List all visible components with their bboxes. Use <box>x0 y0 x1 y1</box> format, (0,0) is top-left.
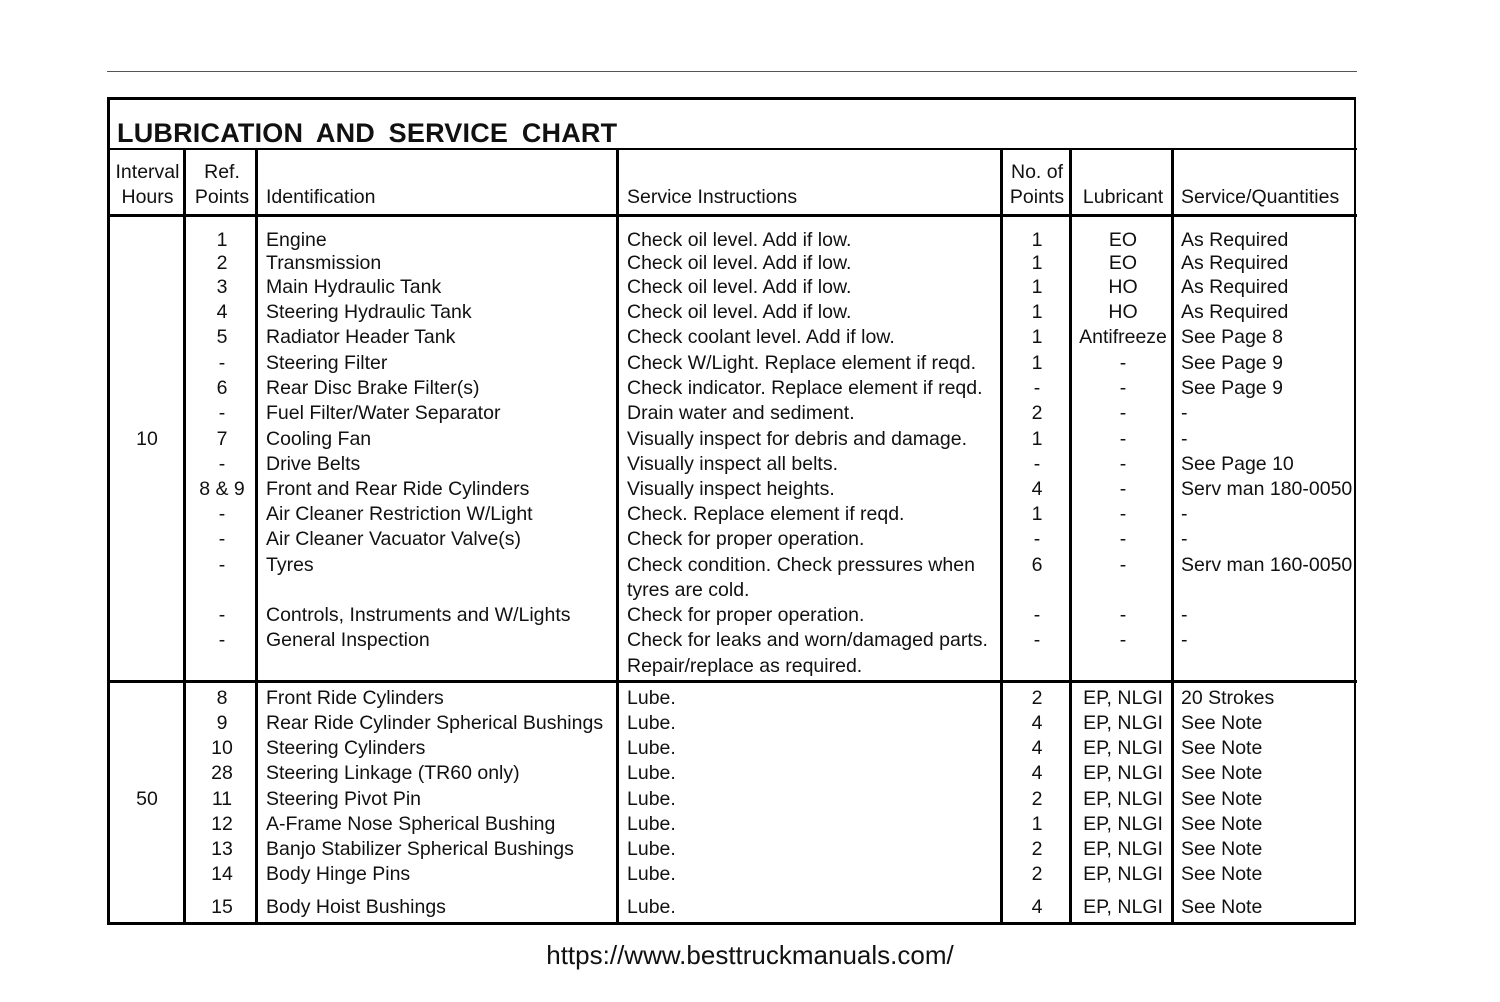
header-lubricant: Lubricant <box>1082 186 1164 208</box>
cell-pts: 1 <box>1031 352 1043 374</box>
cell-ident: Air Cleaner Restriction W/Light <box>266 503 533 525</box>
title-divider <box>107 148 1357 150</box>
cell-lub: EO <box>1108 252 1138 274</box>
cell-ident: Body Hoist Bushings <box>266 896 446 918</box>
cell-pts: 1 <box>1031 276 1043 298</box>
cell-ident: Front Ride Cylinders <box>266 687 444 709</box>
cell-lub: Antifreeze <box>1079 326 1167 348</box>
cell-ref: 6 <box>216 377 228 399</box>
cell-ident: General Inspection <box>266 629 430 651</box>
cell-instr: Lube. <box>627 896 676 918</box>
cell-qty: - <box>1181 428 1188 450</box>
cell-lub: EP, NLGI <box>1083 737 1163 759</box>
cell-ref: - <box>218 629 226 651</box>
cell-qty: As Required <box>1181 276 1289 298</box>
cell-pts: 2 <box>1031 863 1043 885</box>
cell-ident: Steering Hydraulic Tank <box>266 301 472 323</box>
cell-lub: EP, NLGI <box>1083 687 1163 709</box>
cell-lub: EP, NLGI <box>1083 863 1163 885</box>
cell-qty: See Note <box>1181 762 1263 784</box>
cell-qty: - <box>1181 629 1188 651</box>
cell-qty: Serv man 160-0050 <box>1181 554 1353 576</box>
cell-ref: 8 & 9 <box>199 478 245 500</box>
col-divider-instr <box>616 150 619 925</box>
cell-ident: A-Frame Nose Spherical Bushing <box>266 813 556 835</box>
cell-ident: Transmission <box>266 252 382 274</box>
cell-ident: Cooling Fan <box>266 428 372 450</box>
cell-instr: Check. Replace element if reqd. <box>627 503 905 525</box>
cell-qty: As Required <box>1181 301 1289 323</box>
cell-instr: Check for leaks and worn/damaged parts. <box>627 629 988 651</box>
cell-pts: 1 <box>1031 503 1043 525</box>
cell-pts: 2 <box>1031 838 1043 860</box>
cell-pts: 2 <box>1031 402 1043 424</box>
cell-lub: - <box>1119 352 1127 374</box>
cell-qty: - <box>1181 503 1188 525</box>
cell-ref: 5 <box>216 326 228 348</box>
cell-qty: See Page 9 <box>1181 377 1283 399</box>
cell-lub: EP, NLGI <box>1083 896 1163 918</box>
cell-lub: EP, NLGI <box>1083 712 1163 734</box>
cell-qty: 20 Strokes <box>1181 687 1275 709</box>
cell-lub: - <box>1119 478 1127 500</box>
top-rule <box>107 71 1357 72</box>
cell-lub: - <box>1119 428 1127 450</box>
header-quantities: Service/Quantities <box>1181 186 1340 208</box>
cell-lub: - <box>1119 453 1127 475</box>
cell-ref: - <box>218 554 226 576</box>
cell-lub: - <box>1119 528 1127 550</box>
cell-pts: 1 <box>1031 301 1043 323</box>
cell-ident: Radiator Header Tank <box>266 326 456 348</box>
header-ref: Ref. Points <box>194 161 250 208</box>
cell-qty: As Required <box>1181 229 1289 251</box>
cell-instr: Check for proper operation. <box>627 528 865 550</box>
cell-ref: 2 <box>216 252 228 274</box>
cell-pts: 4 <box>1031 712 1043 734</box>
cell-lub: - <box>1119 604 1127 626</box>
cell-instr: Check oil level. Add if low. <box>627 229 852 251</box>
cell-qty: Serv man 180-0050 <box>1181 478 1353 500</box>
cell-ref: - <box>218 604 226 626</box>
cell-qty: See Note <box>1181 863 1263 885</box>
cell-ident: Controls, Instruments and W/Lights <box>266 604 571 626</box>
cell-pts: 1 <box>1031 326 1043 348</box>
cell-lub: - <box>1119 554 1127 576</box>
cell-instr: Lube. <box>627 788 676 810</box>
cell-instr: Visually inspect for debris and damage. <box>627 428 968 450</box>
cell-instr: Check oil level. Add if low. <box>627 276 852 298</box>
cell-instr: Check oil level. Add if low. <box>627 301 852 323</box>
cell-instr: Check condition. Check pressures when <box>627 554 975 576</box>
cell-ref: 12 <box>211 813 233 835</box>
cell-ref: - <box>218 453 226 475</box>
cell-lub: EP, NLGI <box>1083 762 1163 784</box>
header-divider <box>107 214 1357 217</box>
cell-ident: Steering Linkage (TR60 only) <box>266 762 520 784</box>
cell-instr: Lube. <box>627 737 676 759</box>
interval-label-50: 50 <box>136 788 158 810</box>
cell-instr: Check oil level. Add if low. <box>627 252 852 274</box>
header-num-points: No. of Points <box>1009 161 1065 208</box>
cell-lub: - <box>1119 402 1127 424</box>
cell-instr: Lube. <box>627 687 676 709</box>
cell-pts: - <box>1033 629 1041 651</box>
cell-instr: Visually inspect all belts. <box>627 453 838 475</box>
cell-ident: Banjo Stabilizer Spherical Bushings <box>266 838 574 860</box>
cell-pts: 1 <box>1031 229 1043 251</box>
cell-qty: See Page 9 <box>1181 352 1283 374</box>
cell-qty: See Page 8 <box>1181 326 1283 348</box>
cell-ref: 13 <box>211 838 233 860</box>
cell-qty: As Required <box>1181 252 1289 274</box>
cell-instr: Lube. <box>627 762 676 784</box>
cell-instr: Check W/Light. Replace element if reqd. <box>627 352 977 374</box>
cell-ident: Main Hydraulic Tank <box>266 276 442 298</box>
cell-lub: EP, NLGI <box>1083 838 1163 860</box>
cell-ref: - <box>218 503 226 525</box>
cell-ident: Rear Ride Cylinder Spherical Bushings <box>266 712 604 734</box>
cell-ref: 1 <box>216 229 228 251</box>
col-divider-ref <box>183 150 186 925</box>
group-divider <box>107 680 1357 683</box>
cell-lub: EP, NLGI <box>1083 813 1163 835</box>
cell-lub: - <box>1119 629 1127 651</box>
cell-ident: Body Hinge Pins <box>266 863 411 885</box>
cell-lub: - <box>1119 377 1127 399</box>
cell-pts: 1 <box>1031 813 1043 835</box>
cell-ref: - <box>218 528 226 550</box>
cell-ref: - <box>218 402 226 424</box>
interval-label-10: 10 <box>136 428 158 450</box>
cell-ident: Front and Rear Ride Cylinders <box>266 478 530 500</box>
cell-qty: See Note <box>1181 788 1263 810</box>
cell-qty: See Note <box>1181 813 1263 835</box>
cell-ident: Air Cleaner Vacuator Valve(s) <box>266 528 522 550</box>
cell-qty: See Page 10 <box>1181 453 1294 475</box>
header-interval: Interval Hours <box>115 161 180 208</box>
cell-pts: - <box>1033 604 1041 626</box>
cell-qty: See Note <box>1181 737 1263 759</box>
cell-pts: - <box>1033 453 1041 475</box>
cell-lub: - <box>1119 503 1127 525</box>
cell-instr: Check indicator. Replace element if reqd. <box>627 377 983 399</box>
cell-instr: Drain water and sediment. <box>627 402 855 424</box>
cell-instr: Lube. <box>627 863 676 885</box>
cell-ref: 15 <box>211 896 233 918</box>
cell-ref: 10 <box>211 737 233 759</box>
cell-ref: - <box>218 352 226 374</box>
footer-url[interactable]: https://www.besttruckmanuals.com/ <box>546 940 954 970</box>
cell-pts: 4 <box>1031 478 1043 500</box>
cell-lub: EO <box>1108 229 1138 251</box>
cell-ref: 9 <box>216 712 228 734</box>
cell-pts: 1 <box>1031 428 1043 450</box>
cell-instr: Check for proper operation. <box>627 604 865 626</box>
cell-pts: 6 <box>1031 554 1043 576</box>
cell-ident: Rear Disc Brake Filter(s) <box>266 377 480 399</box>
cell-pts: 4 <box>1031 737 1043 759</box>
cell-instr: tyres are cold. <box>627 579 750 601</box>
cell-ident: Steering Filter <box>266 352 388 374</box>
cell-qty: - <box>1181 402 1188 424</box>
cell-instr: Lube. <box>627 712 676 734</box>
header-identification: Identification <box>266 186 376 208</box>
cell-qty: See Note <box>1181 838 1263 860</box>
cell-lub: HO <box>1108 276 1138 298</box>
cell-ident: Drive Belts <box>266 453 361 475</box>
cell-instr: Repair/replace as required. <box>627 655 863 677</box>
cell-ident: Engine <box>266 229 327 251</box>
chart-title: LUBRICATION AND SERVICE CHART <box>117 118 618 148</box>
cell-ident: Fuel Filter/Water Separator <box>266 402 501 424</box>
header-instructions: Service Instructions <box>627 186 798 208</box>
cell-pts: 4 <box>1031 762 1043 784</box>
cell-ident: Steering Cylinders <box>266 737 426 759</box>
cell-lub: HO <box>1108 301 1138 323</box>
cell-ref: 8 <box>216 687 228 709</box>
cell-qty: See Note <box>1181 896 1263 918</box>
cell-ref: 7 <box>216 428 228 450</box>
cell-qty: See Note <box>1181 712 1263 734</box>
cell-instr: Visually inspect heights. <box>627 478 835 500</box>
cell-qty: - <box>1181 528 1188 550</box>
cell-ref: 3 <box>216 276 228 298</box>
cell-pts: - <box>1033 377 1041 399</box>
cell-instr: Check coolant level. Add if low. <box>627 326 895 348</box>
cell-qty: - <box>1181 604 1188 626</box>
cell-ref: 11 <box>211 788 233 810</box>
cell-ref: 14 <box>211 863 233 885</box>
cell-instr: Lube. <box>627 838 676 860</box>
cell-lub: EP, NLGI <box>1083 788 1163 810</box>
cell-instr: Lube. <box>627 813 676 835</box>
cell-pts: - <box>1033 528 1041 550</box>
cell-pts: 2 <box>1031 788 1043 810</box>
cell-pts: 2 <box>1031 687 1043 709</box>
cell-ref: 28 <box>211 762 233 784</box>
cell-ident: Tyres <box>266 554 314 576</box>
cell-pts: 1 <box>1031 252 1043 274</box>
cell-ref: 4 <box>216 301 228 323</box>
cell-ident: Steering Pivot Pin <box>266 788 422 810</box>
cell-pts: 4 <box>1031 896 1043 918</box>
